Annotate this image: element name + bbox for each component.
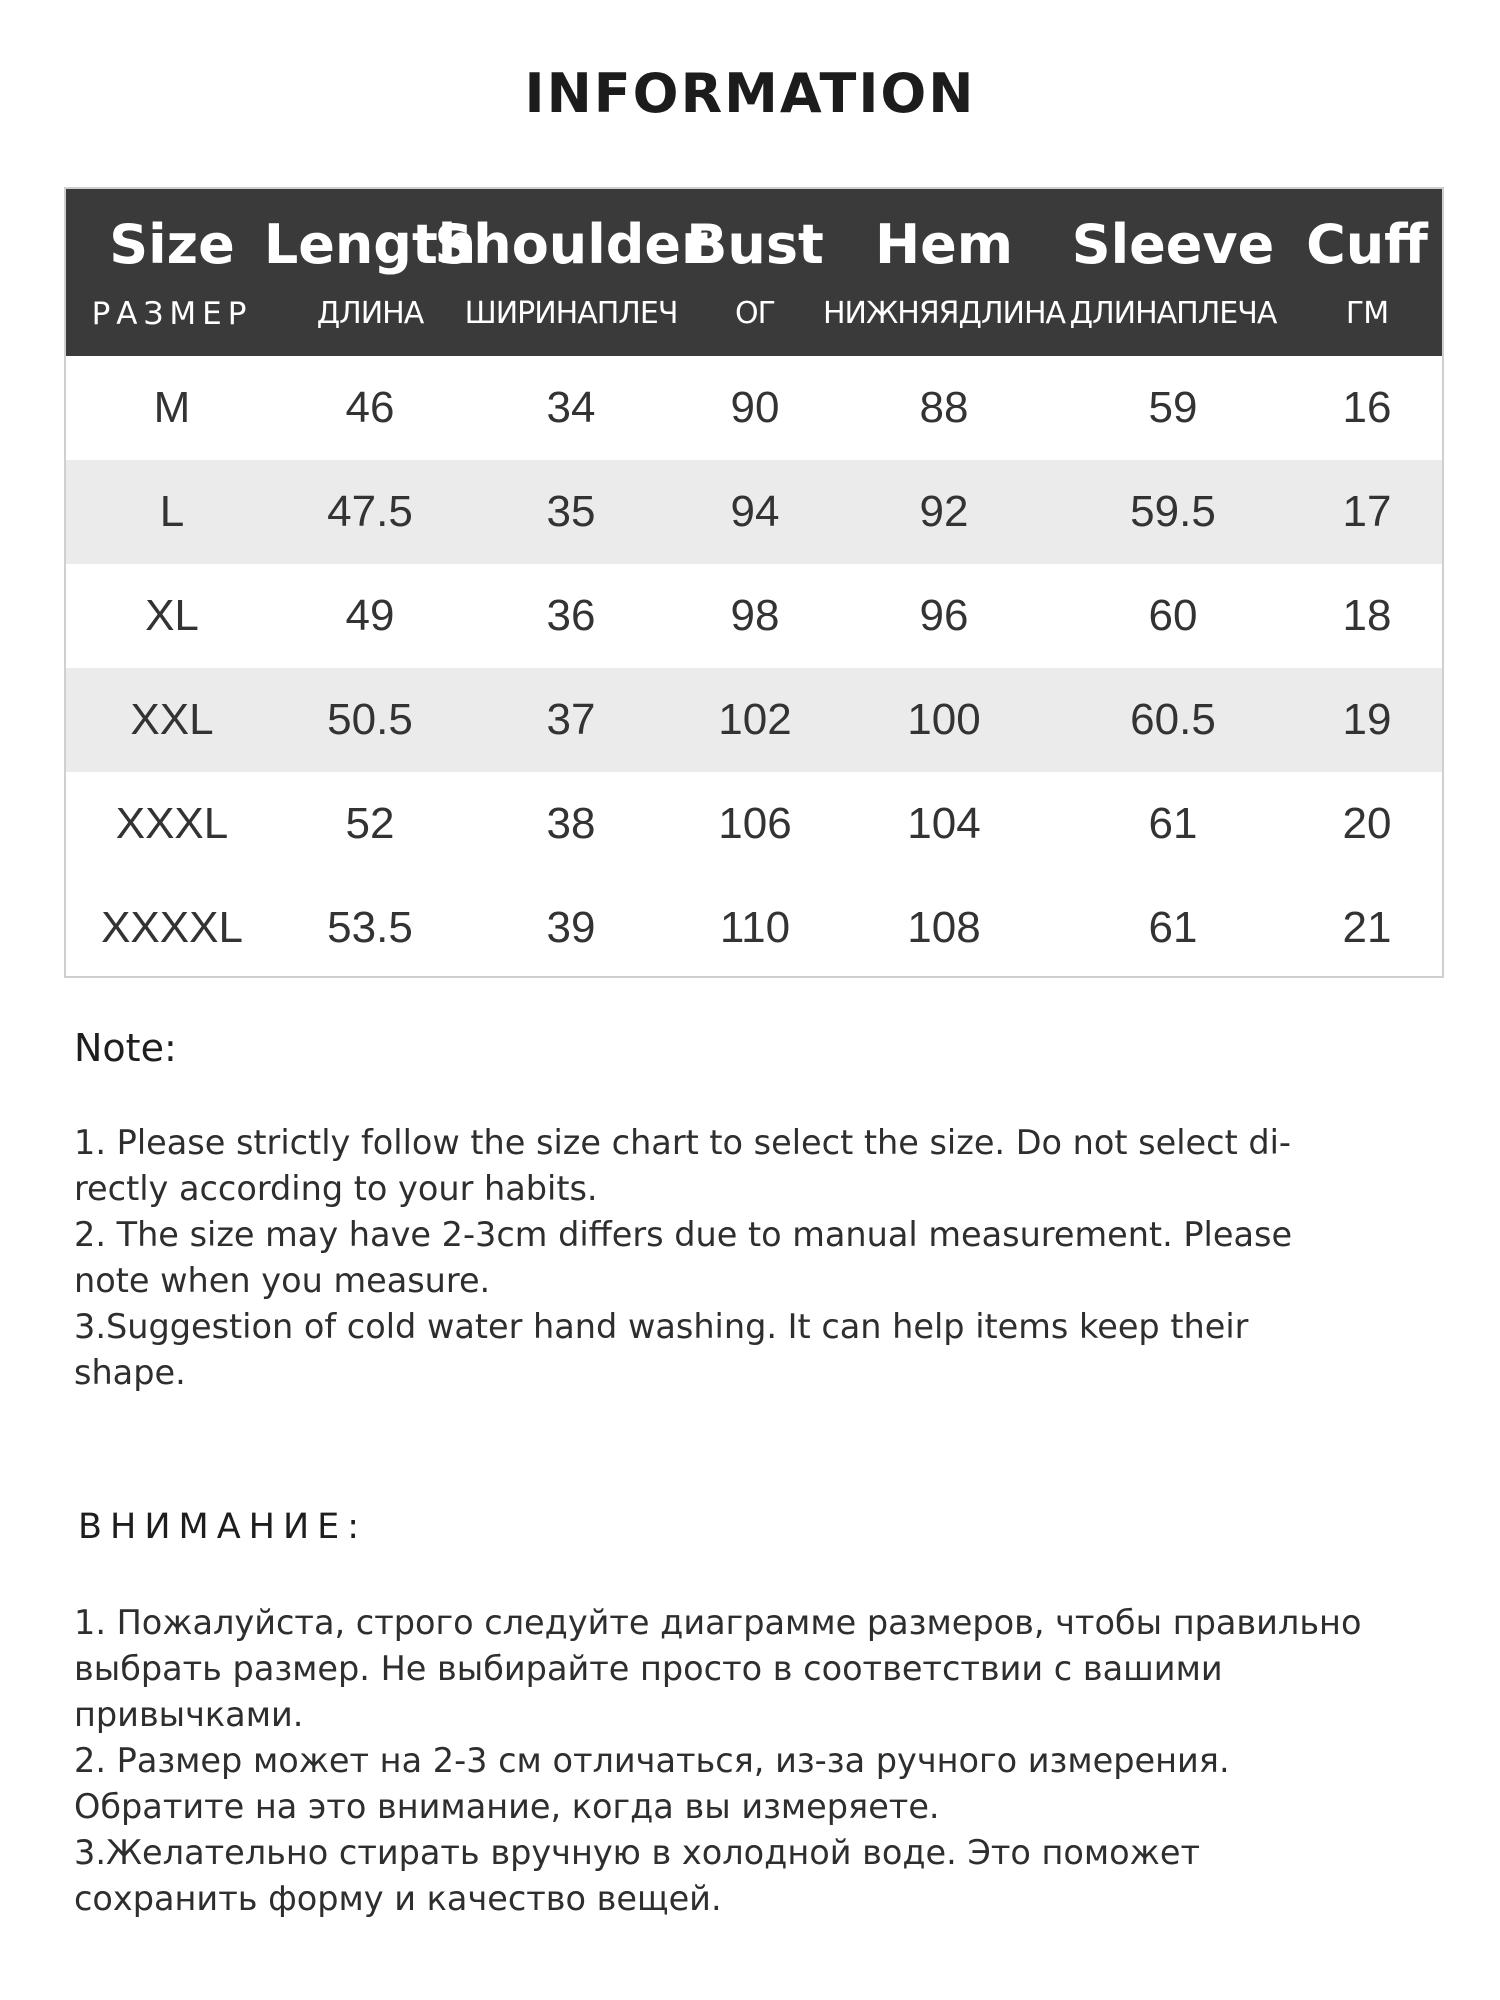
- cell-sleeve: 61: [1148, 799, 1198, 848]
- header-label-ru: ОГ: [735, 296, 775, 331]
- header-bust: [680, 189, 830, 356]
- cell-hem: 88: [919, 383, 969, 432]
- note-text-en: [74, 1120, 1414, 1396]
- note-line: сохранить форму и качество вещей.: [74, 1879, 722, 1918]
- header-size: [66, 189, 278, 356]
- cell-size: L: [159, 487, 185, 536]
- cell-sleeve: 61: [1148, 903, 1198, 952]
- note-line: 2. The size may have 2-3cm differs due to manual measurement. Please: [74, 1215, 1293, 1254]
- cell-cuff: 16: [1342, 383, 1392, 432]
- cell-hem: 104: [907, 799, 981, 848]
- cell-hem: 108: [907, 903, 981, 952]
- table-header: [66, 189, 1442, 356]
- note-line: Обратите на это внимание, когда вы измеряете.: [74, 1787, 940, 1826]
- header-label-en: Shoulder: [434, 213, 708, 276]
- header-label-ru: РАЗМЕР: [91, 296, 253, 332]
- cell-hem: 100: [907, 695, 981, 744]
- note-line: выбрать размер. Не выбирайте просто в соответствии с вашими: [74, 1649, 1223, 1688]
- header-label-en: Bust: [686, 213, 824, 276]
- note-heading: Note:: [74, 1026, 177, 1070]
- attention-heading: ВНИМАНИЕ:: [78, 1507, 368, 1547]
- table-row: [66, 356, 1442, 460]
- cell-sleeve: 59.5: [1130, 487, 1216, 536]
- note-line: 3.Желательно стирать вручную в холодной воде. Это поможет: [74, 1833, 1200, 1872]
- cell-hem: 92: [919, 487, 969, 536]
- cell-bust: 110: [719, 903, 791, 952]
- header-label-ru: ШИРИНАПЛЕЧ: [464, 296, 678, 331]
- cell-cuff: 19: [1342, 695, 1392, 744]
- cell-shoulder: 36: [546, 591, 596, 640]
- table-row: [66, 772, 1442, 876]
- table-row: [66, 876, 1442, 980]
- cell-bust: 106: [718, 799, 792, 848]
- cell-cuff: 17: [1342, 487, 1392, 536]
- note-line: note when you measure.: [74, 1261, 491, 1300]
- note-line: 1. Please strictly follow the size chart to select the size. Do not select di-: [74, 1123, 1292, 1162]
- cell-size: XXXL: [115, 799, 229, 848]
- cell-bust: 94: [730, 487, 780, 536]
- header-label-ru: ГМ: [1345, 296, 1389, 331]
- cell-size: XXXXL: [101, 903, 243, 952]
- header-label-ru: ДЛИНАПЛЕЧА: [1069, 296, 1277, 331]
- cell-sleeve: 59: [1148, 383, 1198, 432]
- header-sleeve: [1058, 189, 1288, 356]
- table-row: [66, 460, 1442, 564]
- cell-bust: 98: [730, 591, 780, 640]
- table-row: [66, 564, 1442, 668]
- size-chart-table: [64, 187, 1444, 978]
- note-line: привычками.: [74, 1695, 304, 1734]
- table-row: [66, 668, 1442, 772]
- cell-bust: 102: [718, 695, 792, 744]
- cell-shoulder: 37: [546, 695, 596, 744]
- header-label-en: Hem: [874, 213, 1014, 276]
- cell-length: 47.5: [327, 487, 413, 536]
- cell-cuff: 20: [1342, 799, 1392, 848]
- cell-size: XL: [145, 591, 199, 640]
- cell-shoulder: 34: [546, 383, 596, 432]
- cell-bust: 90: [730, 383, 780, 432]
- page-title: INFORMATION: [524, 62, 976, 125]
- note-line: shape.: [74, 1353, 186, 1392]
- cell-size: M: [153, 383, 191, 432]
- header-shoulder: [434, 189, 708, 356]
- cell-length: 50.5: [327, 695, 413, 744]
- cell-hem: 96: [919, 591, 969, 640]
- cell-shoulder: 35: [546, 487, 596, 536]
- cell-length: 53.5: [327, 903, 413, 952]
- cell-length: 52: [345, 799, 395, 848]
- cell-cuff: 18: [1342, 591, 1392, 640]
- note-line: 1. Пожалуйста, строго следуйте диаграмме размеров, чтобы правильно: [74, 1603, 1362, 1642]
- cell-sleeve: 60: [1148, 591, 1198, 640]
- header-hem: [822, 189, 1066, 356]
- header-label-en: Length: [263, 213, 477, 276]
- header-label-ru: ДЛИНА: [316, 296, 424, 331]
- header-label-en: Size: [109, 213, 235, 276]
- header-label-en: Cuff: [1306, 213, 1428, 276]
- cell-shoulder: 38: [546, 799, 596, 848]
- cell-length: 49: [345, 591, 395, 640]
- cell-sleeve: 60.5: [1130, 695, 1216, 744]
- cell-length: 46: [345, 383, 395, 432]
- cell-shoulder: 39: [546, 903, 596, 952]
- note-text-ru: [74, 1600, 1414, 1922]
- note-line: 3.Suggestion of cold water hand washing. It can help items keep their: [74, 1307, 1249, 1346]
- header-label-en: Sleeve: [1071, 213, 1275, 276]
- cell-size: XXL: [130, 695, 214, 744]
- note-line: rectly according to your habits.: [74, 1169, 598, 1208]
- header-label-ru: НИЖНЯЯДЛИНА: [822, 296, 1066, 331]
- cell-cuff: 21: [1342, 903, 1392, 952]
- note-line: 2. Размер может на 2-3 см отличаться, из-за ручного измерения.: [74, 1741, 1230, 1780]
- header-cuff: [1288, 189, 1446, 356]
